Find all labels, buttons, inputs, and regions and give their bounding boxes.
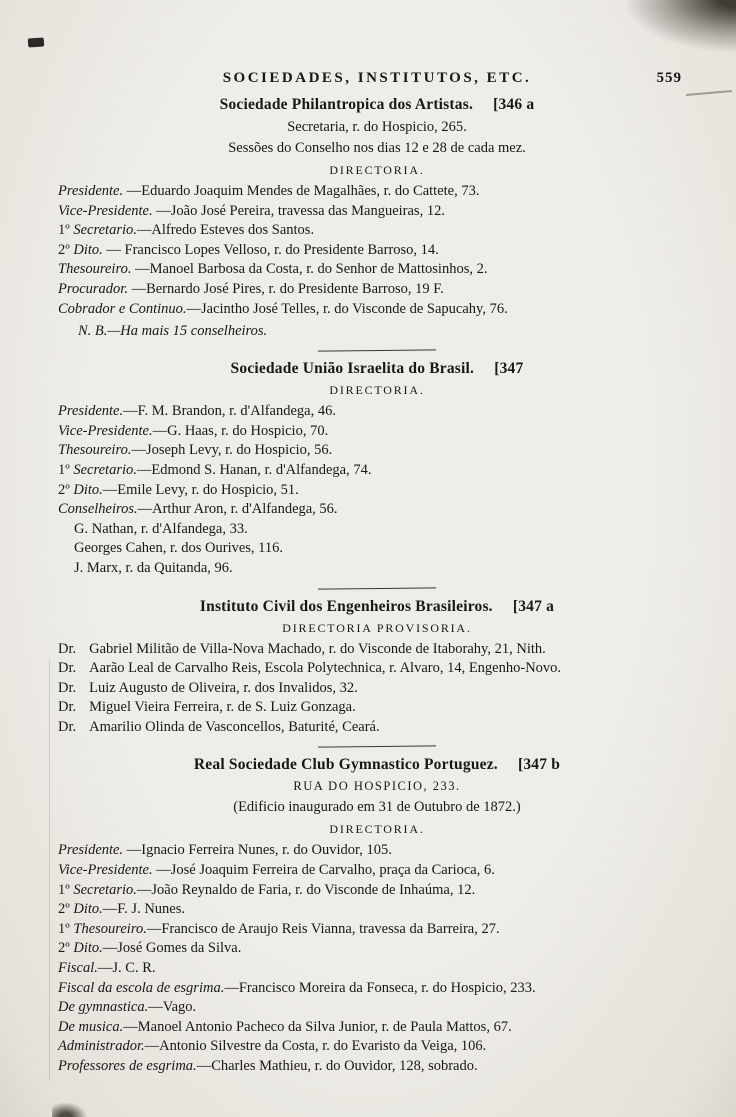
scan-artifact-top-right: [626, 0, 736, 52]
directoria-heading: DIRECTORIA.: [329, 822, 425, 837]
entry-role-label: Professores de esgrima.: [58, 1058, 197, 1074]
section-divider: [318, 746, 436, 748]
directoria-heading: DIRECTORIA.: [329, 383, 425, 398]
entry-role-label: De gymnastica.: [58, 999, 149, 1016]
directory-entry: [58, 182, 696, 202]
section-ref: [347 b: [517, 756, 561, 774]
entry-ordinal: 2º: [58, 901, 74, 918]
running-title: SOCIEDADES, INSTITUTOS, ETC.: [222, 70, 532, 86]
entry-role-label: Thesoureiro.: [58, 442, 132, 459]
section-title-text: Sociedade União Israelita do Brasil.: [230, 360, 475, 378]
section-divider: [318, 350, 436, 352]
section-ref: [346 a: [493, 96, 535, 113]
directory-entry: [58, 221, 696, 241]
directory-entry: [58, 900, 696, 920]
entry-role-label: Administrador.: [58, 1038, 145, 1055]
directory-entry: [58, 422, 696, 442]
entry-role-label: Presidente.: [58, 403, 124, 420]
entry-ordinal: 2º: [58, 940, 74, 957]
entry-ordinal: 1º: [58, 222, 74, 239]
directoria-heading: DIRECTORIA PROVISORIA.: [282, 620, 472, 635]
entry-text: J. Marx, r. da Quitanda, 96.: [74, 559, 233, 576]
entry-text: Aarão Leal de Carvalho Reis, Escola Polytechnica, r. Alvaro, 14, Engenho-Novo.: [89, 660, 562, 677]
entry-role-label: Procurador.: [58, 280, 128, 297]
entry-role-label: Secretario.: [73, 461, 137, 478]
section-divider: [318, 587, 436, 589]
section-title: [58, 360, 696, 378]
directory-entry: [58, 998, 696, 1018]
directory-entry: [58, 698, 696, 718]
entry-role-label: Dito.: [73, 901, 103, 918]
entry-role-label: Dito.: [73, 940, 103, 957]
section-sociedade-uniao-israelita: [58, 360, 696, 578]
scan-crease-left: [49, 660, 50, 1080]
directory-entry: [58, 300, 696, 320]
directory-entry: [58, 461, 696, 481]
entry-ordinal: 1º: [58, 920, 74, 937]
entry-role-label: Presidente.: [58, 183, 124, 199]
entry-prefix: Dr.: [58, 718, 77, 735]
directory-entry: [58, 939, 696, 959]
entry-ordinal: 1º: [58, 461, 74, 478]
entry-text: —Antonio Silvestre da Costa, r. do Evaristo da Veiga, 106.: [144, 1038, 487, 1055]
entry-text: —Vago.: [148, 999, 197, 1016]
entry-text: —João Reynaldo de Faria, r. do Visconde de Inhaúma, 12.: [136, 881, 476, 898]
entry-role-label: Secretario.: [73, 881, 137, 898]
section-title-text: Instituto Civil dos Engenheiros Brasileiros.: [199, 597, 493, 615]
entry-text: —Manoel Antonio Pacheco da Silva Junior, r. de Paula Mattos, 67.: [123, 1018, 512, 1035]
directory-entry: [58, 718, 696, 738]
entries-list: [58, 640, 696, 738]
entry-role-label: Secretario.: [73, 222, 137, 239]
entry-ordinal: 1º: [58, 881, 74, 898]
directory-entry: [58, 841, 696, 861]
directory-entry: [58, 959, 696, 979]
directory-entry: [58, 679, 696, 699]
entry-text: —Francisco de Araujo Reis Vianna, travessa da Barreira, 27.: [146, 920, 500, 937]
entry-text: Luiz Augusto de Oliveira, r. dos Invalidos, 32.: [89, 679, 358, 696]
entry-text: —João José Pereira, travessa das Mangueiras, 12.: [152, 202, 445, 219]
entry-role-label: Vice-Presidente.: [58, 202, 153, 219]
nb-note: N. B.—Ha mais 15 conselheiros.: [78, 323, 268, 340]
entry-prefix: Dr.: [58, 699, 77, 716]
directory-entry: [58, 1018, 696, 1038]
page-number: 559: [656, 70, 682, 86]
entry-text: Amarilio Olinda de Vasconcellos, Baturité, Ceará.: [89, 718, 380, 735]
directory-entry: [58, 659, 696, 679]
directory-entry: [58, 500, 696, 520]
entry-text: G. Nathan, r. d'Alfandega, 33.: [74, 520, 248, 537]
directory-entry: [58, 260, 696, 280]
entry-role-label: Thesoureiro.: [58, 261, 132, 278]
entry-role-label: Dito.: [73, 241, 103, 258]
entry-text: —Charles Mathieu, r. do Ouvidor, 128, sobrado.: [196, 1058, 478, 1074]
section-title-text: Sociedade Philantropica dos Artistas.: [219, 96, 474, 113]
entry-text: Georges Cahen, r. dos Ourives, 116.: [74, 540, 284, 557]
section-title-text: Real Sociedade Club Gymnastico Portuguez.: [193, 756, 498, 774]
directory-entry: [58, 520, 696, 540]
entries-list: [58, 841, 696, 1076]
directory-entry: [58, 280, 696, 300]
entry-role-label: Vice-Presidente.: [58, 422, 153, 439]
entry-text: —Arthur Aron, r. d'Alfandega, 56.: [137, 501, 338, 518]
entry-text: —Alfredo Esteves dos Santos.: [136, 222, 315, 239]
section-sociedade-philantropica-artistas: [58, 96, 696, 341]
directory-entry: [58, 402, 696, 422]
directory-entry: [58, 979, 696, 999]
directory-entry: [58, 241, 696, 261]
section-real-sociedade-club-gymnastico: [58, 756, 696, 1076]
directory-entry: [58, 539, 696, 559]
entry-text: —Joseph Levy, r. do Hospicio, 56.: [131, 442, 333, 459]
page-header: [58, 70, 696, 87]
entry-ordinal: 2º: [58, 241, 74, 258]
directory-entry: [58, 1057, 696, 1077]
entries-list: [58, 182, 696, 319]
entry-text: Gabriel Militão de Villa-Nova Machado, r. do Visconde de Itaborahy, 21, Nith.: [89, 640, 546, 657]
section-address: RUA DO HOSPICIO, 233.: [293, 779, 461, 794]
section-title: [58, 96, 696, 114]
directory-entry: [58, 559, 696, 579]
entry-text: —J. C. R.: [97, 960, 156, 977]
entry-role-label: Fiscal.: [58, 960, 98, 977]
entry-role-label: Vice-Presidente.: [58, 862, 153, 879]
directory-entry: [58, 640, 696, 660]
directoria-heading: DIRECTORIA.: [329, 163, 425, 177]
directory-entry: [58, 202, 696, 222]
entries-list: [58, 402, 696, 578]
entry-text: —Edmond S. Hanan, r. d'Alfandega, 74.: [136, 461, 372, 478]
entry-text: —Ignacio Ferreira Nunes, r. do Ouvidor, 105.: [123, 842, 392, 859]
scan-artifact-bottom-left: [52, 1103, 86, 1117]
inauguration-note: (Edificio inaugurado em 31 de Outubro de 1872.): [233, 799, 521, 816]
entry-text: —G. Haas, r. do Hospicio, 70.: [152, 422, 329, 439]
entry-text: — Francisco Lopes Velloso, r. do Presidente Barroso, 14.: [102, 241, 439, 258]
entry-role-label: Thesoureiro.: [73, 920, 147, 937]
entry-ordinal: 2º: [58, 481, 74, 498]
entry-text: Miguel Vieira Ferreira, r. de S. Luiz Gonzaga.: [89, 699, 356, 716]
section-ref: [347: [494, 360, 524, 378]
directory-entry: [58, 920, 696, 940]
scan-artifact-top-left: [28, 37, 45, 47]
entry-role-label: Fiscal da escola de esgrima.: [58, 979, 225, 996]
entry-text: —Manoel Barbosa da Costa, r. do Senhor de Mattosinhos, 2.: [131, 261, 488, 278]
entry-text: —F. M. Brandon, r. d'Alfandega, 46.: [123, 403, 336, 420]
directory-entry: [58, 881, 696, 901]
entry-text: —F. J. Nunes.: [102, 901, 186, 918]
section-subtitle: Secretaria, r. do Hospicio, 265.: [287, 119, 467, 135]
directory-entry: [58, 441, 696, 461]
section-ref: [347 a: [512, 597, 555, 615]
entry-text: —Bernardo José Pires, r. do Presidente Barroso, 19 F.: [127, 280, 444, 297]
entry-prefix: Dr.: [58, 640, 77, 657]
section-title: [58, 756, 696, 774]
entry-text: —Francisco Moreira da Fonseca, r. do Hospicio, 233.: [224, 979, 536, 996]
section-subtitle: Sessões do Conselho nos dias 12 e 28 de cada mez.: [228, 140, 526, 156]
entry-role-label: Dito.: [73, 481, 103, 498]
entry-role-label: Cobrador e Continuo.: [58, 300, 187, 317]
entry-text: —Jacintho José Telles, r. do Visconde de Sapucahy, 76.: [186, 300, 508, 317]
entry-text: —José Joaquim Ferreira de Carvalho, praça da Carioca, 6.: [152, 862, 495, 879]
entry-role-label: Conselheiros.: [58, 501, 138, 518]
entry-role-label: Presidente.: [58, 842, 124, 859]
directory-entry: [58, 861, 696, 881]
section-instituto-civil-engenheiros: [58, 598, 696, 738]
entry-prefix: Dr.: [58, 660, 77, 677]
entry-prefix: Dr.: [58, 679, 77, 696]
entry-text: —Eduardo Joaquim Mendes de Magalhães, r. do Cattete, 73.: [123, 183, 480, 199]
directory-entry: [58, 481, 696, 501]
entry-text: —José Gomes da Silva.: [102, 940, 242, 957]
entry-role-label: De musica.: [58, 1018, 124, 1035]
directory-entry: [58, 1037, 696, 1057]
section-title: [58, 598, 696, 616]
entry-text: —Emile Levy, r. do Hospicio, 51.: [102, 481, 299, 498]
